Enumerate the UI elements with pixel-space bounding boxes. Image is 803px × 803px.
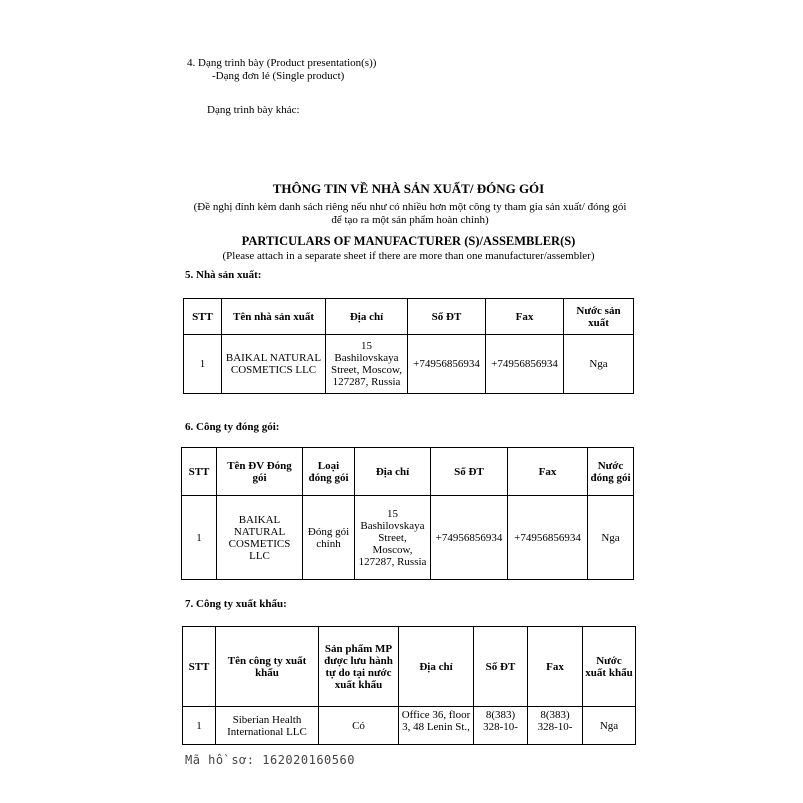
- section4-other-presentation: Dạng trình bày khác:: [207, 104, 300, 116]
- header-export-country: Nước xuất khẩu: [583, 627, 636, 707]
- header-phone: Số ĐT: [474, 627, 528, 707]
- header-fax: Fax: [486, 299, 564, 335]
- header-stt: STT: [183, 627, 216, 707]
- manufacturer-title-vn: THÔNG TIN VỀ NHÀ SẢN XUẤT/ ĐÓNG GÓI: [272, 181, 545, 196]
- manufacturer-note-vn: (Đề nghị đính kèm danh sách riêng nếu như có nhiều hơn một công ty tham gia sản xuất/ đóng gói để tạo ra một sản phẩm hoàn chỉnh): [193, 201, 627, 226]
- cell-stt: 1: [182, 496, 217, 580]
- record-id: Mã hồ sơ: 162020160560: [185, 753, 355, 767]
- table-header-row: [182, 448, 634, 496]
- manufacturer-table: [183, 298, 634, 394]
- cell-manufacturer-name: BAIKAL NATURAL COSMETICS LLC: [222, 335, 326, 394]
- packer-table: [181, 447, 634, 580]
- cell-exporter-name: Siberian Health International LLC: [216, 707, 319, 745]
- section4-heading: 4. Dạng trình bày (Product presentation(s)): [187, 57, 377, 69]
- cell-stt: 1: [184, 335, 222, 394]
- section6-heading: 6. Công ty đóng gói:: [185, 421, 280, 433]
- section5-heading: 5. Nhà sản xuất:: [185, 269, 262, 281]
- cell-phone: +74956856934: [431, 496, 508, 580]
- cell-address: 15 Bashilovskaya Street, Moscow, 127287, Russia: [326, 335, 408, 394]
- header-packing-country: Nước đóng gói: [588, 448, 634, 496]
- cell-stt: 1: [183, 707, 216, 745]
- header-packer-name: Tên ĐV Đóng gói: [217, 448, 303, 496]
- table-row: [184, 335, 634, 394]
- table-header-row: [184, 299, 634, 335]
- cell-packer-name: BAIKAL NATURAL COSMETICS LLC: [217, 496, 303, 580]
- cell-fax: +74956856934: [486, 335, 564, 394]
- header-address: Địa chỉ: [355, 448, 431, 496]
- table-row: [182, 496, 634, 580]
- cell-country: Nga: [583, 707, 636, 745]
- header-exporter-name: Tên công ty xuất khẩu: [216, 627, 319, 707]
- section7-heading: 7. Công ty xuất khẩu:: [185, 598, 287, 610]
- header-free-sale: Sản phẩm MP được lưu hành tự do tại nước xuất khẩu: [319, 627, 399, 707]
- exporter-table: [182, 626, 636, 745]
- header-fax: Fax: [528, 627, 583, 707]
- header-stt: STT: [182, 448, 217, 496]
- section4-single-product: -Dạng đơn lẻ (Single product): [212, 70, 345, 82]
- header-phone: Số ĐT: [431, 448, 508, 496]
- header-manufacturer-name: Tên nhà sản xuất: [222, 299, 326, 335]
- table-header-row: [183, 627, 636, 707]
- manufacturer-title-en: PARTICULARS OF MANUFACTURER (S)/ASSEMBLER(S): [241, 234, 576, 248]
- header-country: Nước sản xuất: [564, 299, 634, 335]
- cell-phone: 8(383) 328-10-: [474, 707, 528, 745]
- header-fax: Fax: [508, 448, 588, 496]
- cell-packing-type: Đóng gói chính: [303, 496, 355, 580]
- cell-address: 15 Bashilovskaya Street, Moscow, 127287, Russia: [355, 496, 431, 580]
- cell-country: Nga: [588, 496, 634, 580]
- header-stt: STT: [184, 299, 222, 335]
- cell-phone: +74956856934: [408, 335, 486, 394]
- header-address: Địa chỉ: [326, 299, 408, 335]
- header-phone: Số ĐT: [408, 299, 486, 335]
- cell-fax: +74956856934: [508, 496, 588, 580]
- cell-country: Nga: [564, 335, 634, 394]
- header-address: Địa chỉ: [399, 627, 474, 707]
- cell-free-sale: Có: [319, 707, 399, 745]
- cell-fax: 8(383) 328-10-: [528, 707, 583, 745]
- header-packing-type: Loại đóng gói: [303, 448, 355, 496]
- cell-address: Office 36, floor 3, 48 Lenin St.,: [399, 707, 474, 745]
- table-row: [183, 707, 636, 745]
- manufacturer-note-en: (Please attach in a separate sheet if there are more than one manufacturer/assembler): [222, 250, 595, 262]
